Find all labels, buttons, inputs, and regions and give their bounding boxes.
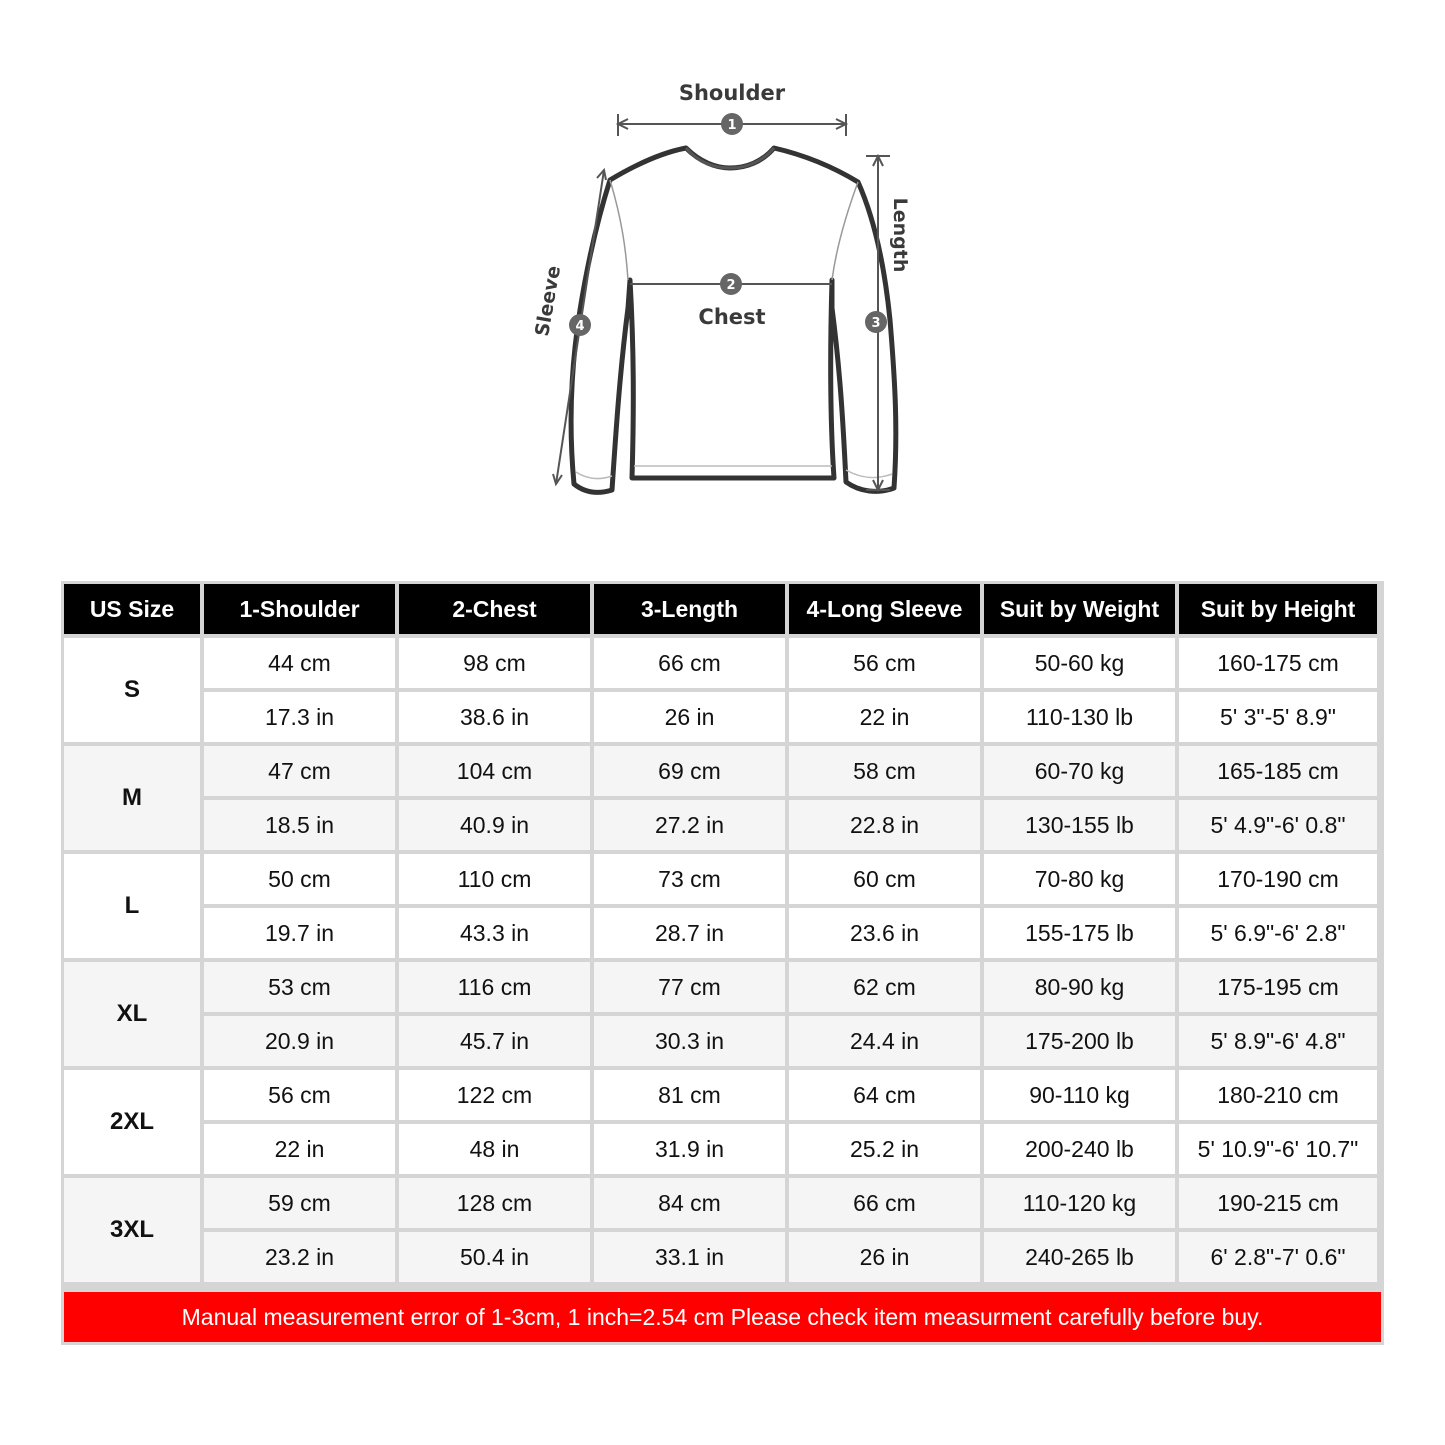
- table-cell: 23.6 in: [789, 908, 980, 958]
- table-cell: 56 cm: [789, 638, 980, 688]
- header-suit-by-weight: Suit by Weight: [984, 584, 1175, 634]
- table-cell: 19.7 in: [204, 908, 395, 958]
- table-cell: 18.5 in: [204, 800, 395, 850]
- header-us-size: US Size: [64, 584, 200, 634]
- table-cell: 20.9 in: [204, 1016, 395, 1066]
- table-cell: 24.4 in: [789, 1016, 980, 1066]
- table-row-xl-in: [64, 1016, 1377, 1066]
- size-cell-3xl: 3XL: [64, 1178, 200, 1282]
- table-cell: 66 cm: [789, 1178, 980, 1228]
- table-cell: 60 cm: [789, 854, 980, 904]
- table-row-l-cm: [64, 854, 1377, 904]
- table-cell: 128 cm: [399, 1178, 590, 1228]
- table-row-2xl-cm: [64, 1070, 1377, 1120]
- table-cell: 58 cm: [789, 746, 980, 796]
- size-cell-2xl: 2XL: [64, 1070, 200, 1174]
- table-cell: 26 in: [594, 692, 785, 742]
- table-cell: 122 cm: [399, 1070, 590, 1120]
- table-cell: 30.3 in: [594, 1016, 785, 1066]
- table-cell: 200-240 lb: [984, 1124, 1175, 1174]
- chest-marker-number: 2: [726, 278, 736, 293]
- table-cell: 70-80 kg: [984, 854, 1175, 904]
- header-shoulder: 1-Shoulder: [204, 584, 395, 634]
- table-cell: 110-120 kg: [984, 1178, 1175, 1228]
- table-cell: 175-195 cm: [1179, 962, 1377, 1012]
- table-cell: 28.7 in: [594, 908, 785, 958]
- table-cell: 104 cm: [399, 746, 590, 796]
- table-cell: 23.2 in: [204, 1232, 395, 1282]
- size-cell-m: M: [64, 746, 200, 850]
- chest-label: Chest: [698, 305, 766, 329]
- table-cell: 27.2 in: [594, 800, 785, 850]
- table-row-l-in: [64, 908, 1377, 958]
- table-cell: 5' 8.9"-6' 4.8": [1179, 1016, 1377, 1066]
- length-marker-number: 3: [871, 316, 881, 331]
- shoulder-label: Shoulder: [678, 81, 786, 105]
- table-row-3xl-in: [64, 1232, 1377, 1282]
- table-cell: 25.2 in: [789, 1124, 980, 1174]
- shoulder-marker-number: 1: [727, 118, 737, 133]
- table-cell: 5' 6.9"-6' 2.8": [1179, 908, 1377, 958]
- table-cell: 110 cm: [399, 854, 590, 904]
- table-cell: 165-185 cm: [1179, 746, 1377, 796]
- table-cell: 240-265 lb: [984, 1232, 1175, 1282]
- size-cell-s: S: [64, 638, 200, 742]
- table-cell: 53 cm: [204, 962, 395, 1012]
- table-cell: 31.9 in: [594, 1124, 785, 1174]
- table-cell: 69 cm: [594, 746, 785, 796]
- sleeve-marker-number: 4: [575, 319, 585, 334]
- size-table: [60, 580, 1381, 1286]
- table-cell: 50 cm: [204, 854, 395, 904]
- table-cell: 40.9 in: [399, 800, 590, 850]
- table-cell: 190-215 cm: [1179, 1178, 1377, 1228]
- table-cell: 155-175 lb: [984, 908, 1175, 958]
- table-cell: 175-200 lb: [984, 1016, 1175, 1066]
- table-cell: 160-175 cm: [1179, 638, 1377, 688]
- table-cell: 64 cm: [789, 1070, 980, 1120]
- table-cell: 60-70 kg: [984, 746, 1175, 796]
- table-row-s-in: [64, 692, 1377, 742]
- table-cell: 44 cm: [204, 638, 395, 688]
- table-cell: 59 cm: [204, 1178, 395, 1228]
- table-cell: 38.6 in: [399, 692, 590, 742]
- table-cell: 45.7 in: [399, 1016, 590, 1066]
- table-cell: 6' 2.8"-7' 0.6": [1179, 1232, 1377, 1282]
- table-cell: 56 cm: [204, 1070, 395, 1120]
- table-row-m-cm: [64, 746, 1377, 796]
- table-row-3xl-cm: [64, 1178, 1377, 1228]
- table-cell: 116 cm: [399, 962, 590, 1012]
- table-cell: 26 in: [789, 1232, 980, 1282]
- table-cell: 17.3 in: [204, 692, 395, 742]
- header-length: 3-Length: [594, 584, 785, 634]
- table-cell: 80-90 kg: [984, 962, 1175, 1012]
- table-row-xl-cm: [64, 962, 1377, 1012]
- table-cell: 48 in: [399, 1124, 590, 1174]
- table-cell: 5' 3"-5' 8.9": [1179, 692, 1377, 742]
- table-cell: 110-130 lb: [984, 692, 1175, 742]
- shirt-diagram-svg: [500, 70, 960, 520]
- size-chart: [61, 581, 1384, 1345]
- header-long-sleeve: 4-Long Sleeve: [789, 584, 980, 634]
- measurement-note: Manual measurement error of 1-3cm, 1 inch=2.54 cm Please check item measurment carefully before buy.: [64, 1292, 1381, 1342]
- header-suit-by-height: Suit by Height: [1179, 584, 1377, 634]
- size-cell-xl: XL: [64, 962, 200, 1066]
- table-cell: 50.4 in: [399, 1232, 590, 1282]
- length-label: Length: [889, 197, 911, 273]
- table-cell: 73 cm: [594, 854, 785, 904]
- table-cell: 33.1 in: [594, 1232, 785, 1282]
- sleeve-label: Sleeve: [531, 263, 566, 338]
- shirt-measurement-diagram: [500, 70, 960, 520]
- table-cell: 22 in: [204, 1124, 395, 1174]
- size-cell-l: L: [64, 854, 200, 958]
- table-cell: 66 cm: [594, 638, 785, 688]
- table-header-row: [64, 584, 1377, 634]
- table-cell: 43.3 in: [399, 908, 590, 958]
- table-cell: 47 cm: [204, 746, 395, 796]
- table-cell: 130-155 lb: [984, 800, 1175, 850]
- table-row-s-cm: [64, 638, 1377, 688]
- table-cell: 180-210 cm: [1179, 1070, 1377, 1120]
- table-cell: 170-190 cm: [1179, 854, 1377, 904]
- table-cell: 5' 10.9"-6' 10.7": [1179, 1124, 1377, 1174]
- table-cell: 90-110 kg: [984, 1070, 1175, 1120]
- table-cell: 22 in: [789, 692, 980, 742]
- header-chest: 2-Chest: [399, 584, 590, 634]
- table-row-m-in: [64, 800, 1377, 850]
- table-cell: 81 cm: [594, 1070, 785, 1120]
- table-cell: 98 cm: [399, 638, 590, 688]
- table-cell: 84 cm: [594, 1178, 785, 1228]
- table-cell: 62 cm: [789, 962, 980, 1012]
- table-row-2xl-in: [64, 1124, 1377, 1174]
- table-cell: 5' 4.9"-6' 0.8": [1179, 800, 1377, 850]
- table-cell: 50-60 kg: [984, 638, 1175, 688]
- table-cell: 22.8 in: [789, 800, 980, 850]
- table-cell: 77 cm: [594, 962, 785, 1012]
